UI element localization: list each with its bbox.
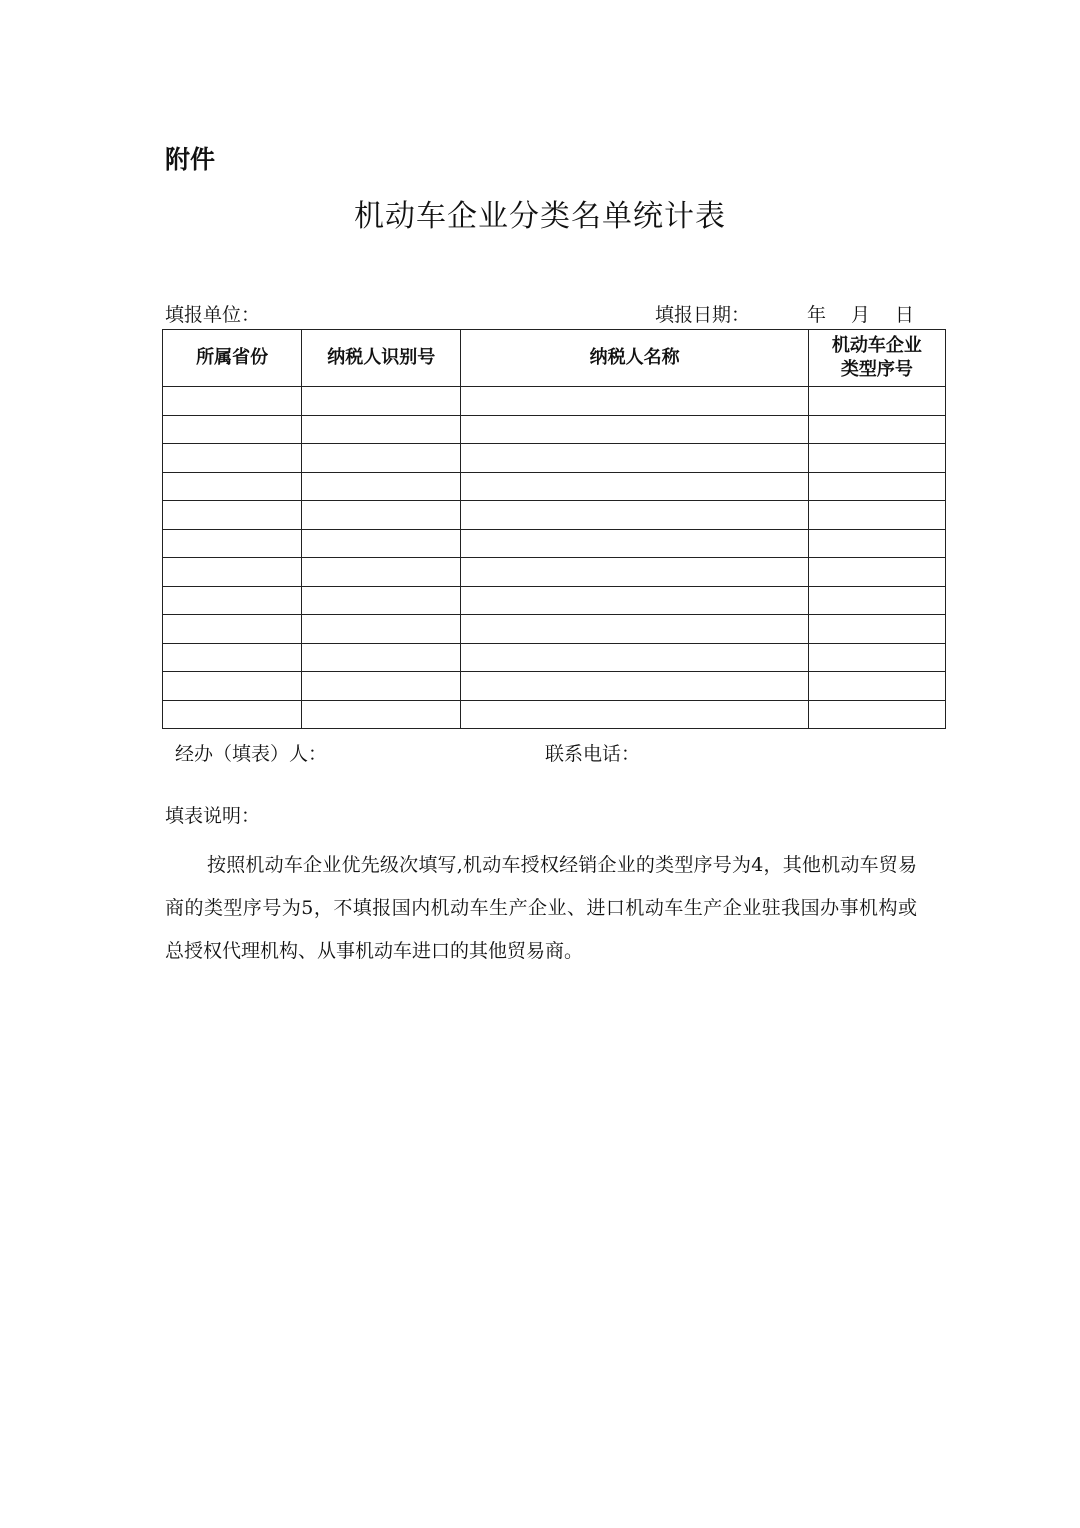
cell-taxpayer-name[interactable] [461, 700, 808, 729]
cell-province[interactable] [163, 415, 302, 444]
cell-taxpayer-name[interactable] [461, 672, 808, 701]
header-taxpayer-name: 纳税人名称 [461, 330, 808, 387]
table-row [163, 558, 946, 587]
cell-enterprise-type[interactable] [808, 444, 945, 473]
handler-label: 经办（填表）人： [175, 743, 328, 765]
filling-date-label: 填报日期： [655, 304, 751, 326]
cell-taxpayer-id[interactable] [302, 700, 461, 729]
table-row [163, 586, 946, 615]
notes-title: 填表说明： [165, 805, 261, 827]
header-taxpayer-id: 纳税人识别号 [302, 330, 461, 387]
cell-taxpayer-id[interactable] [302, 387, 461, 416]
table-row [163, 643, 946, 672]
attachment-label: 附件 [165, 145, 216, 174]
cell-taxpayer-name[interactable] [461, 586, 808, 615]
cell-province[interactable] [163, 444, 302, 473]
header-province: 所属省份 [163, 330, 302, 387]
cell-province[interactable] [163, 501, 302, 530]
cell-taxpayer-id[interactable] [302, 444, 461, 473]
cell-enterprise-type[interactable] [808, 472, 945, 501]
cell-taxpayer-id[interactable] [302, 472, 461, 501]
cell-taxpayer-name[interactable] [461, 387, 808, 416]
notes-body: 按照机动车企业优先级次填写,机动车授权经销企业的类型序号为4，其他机动车贸易商的类型序号为5，不填报国内机动车生产企业、进口机动车生产企业驻我国办事机构或总授权代理机构、从事机动车进口的其他贸易商。 [165, 854, 917, 962]
cell-province[interactable] [163, 586, 302, 615]
cell-province[interactable] [163, 643, 302, 672]
cell-taxpayer-id[interactable] [302, 558, 461, 587]
cell-taxpayer-id[interactable] [302, 501, 461, 530]
cell-province[interactable] [163, 529, 302, 558]
cell-enterprise-type[interactable] [808, 672, 945, 701]
table-row [163, 387, 946, 416]
contact-phone-label: 联系电话： [545, 743, 641, 765]
cell-enterprise-type[interactable] [808, 586, 945, 615]
cell-enterprise-type[interactable] [808, 643, 945, 672]
page-title: 机动车企业分类名单统计表 [354, 199, 726, 234]
classification-table [162, 329, 946, 729]
date-month-label: 月 [851, 304, 871, 326]
cell-taxpayer-id[interactable] [302, 643, 461, 672]
cell-province[interactable] [163, 672, 302, 701]
cell-enterprise-type[interactable] [808, 615, 945, 644]
table-row [163, 672, 946, 701]
cell-taxpayer-name[interactable] [461, 615, 808, 644]
cell-province[interactable] [163, 700, 302, 729]
cell-taxpayer-name[interactable] [461, 643, 808, 672]
table-row [163, 444, 946, 473]
cell-enterprise-type[interactable] [808, 415, 945, 444]
header-enterprise-type-number: 机动车企业 类型序号 [808, 330, 945, 387]
table-row [163, 415, 946, 444]
cell-enterprise-type[interactable] [808, 501, 945, 530]
cell-taxpayer-name[interactable] [461, 501, 808, 530]
cell-enterprise-type[interactable] [808, 700, 945, 729]
filling-unit-label: 填报单位： [165, 304, 261, 326]
table-row [163, 472, 946, 501]
cell-taxpayer-name[interactable] [461, 415, 808, 444]
table-row [163, 529, 946, 558]
cell-taxpayer-id[interactable] [302, 529, 461, 558]
cell-taxpayer-name[interactable] [461, 444, 808, 473]
cell-province[interactable] [163, 387, 302, 416]
date-day-label: 日 [895, 304, 915, 326]
cell-taxpayer-id[interactable] [302, 586, 461, 615]
cell-taxpayer-name[interactable] [461, 472, 808, 501]
cell-province[interactable] [163, 615, 302, 644]
table-header-row [163, 330, 946, 387]
table-row [163, 501, 946, 530]
table-row [163, 700, 946, 729]
cell-taxpayer-name[interactable] [461, 529, 808, 558]
table-body [163, 387, 946, 729]
cell-enterprise-type[interactable] [808, 558, 945, 587]
date-year-label: 年 [807, 304, 827, 326]
cell-enterprise-type[interactable] [808, 387, 945, 416]
cell-taxpayer-id[interactable] [302, 415, 461, 444]
cell-taxpayer-id[interactable] [302, 615, 461, 644]
cell-enterprise-type[interactable] [808, 529, 945, 558]
cell-province[interactable] [163, 558, 302, 587]
table-row [163, 615, 946, 644]
cell-taxpayer-id[interactable] [302, 672, 461, 701]
cell-taxpayer-name[interactable] [461, 558, 808, 587]
cell-province[interactable] [163, 472, 302, 501]
